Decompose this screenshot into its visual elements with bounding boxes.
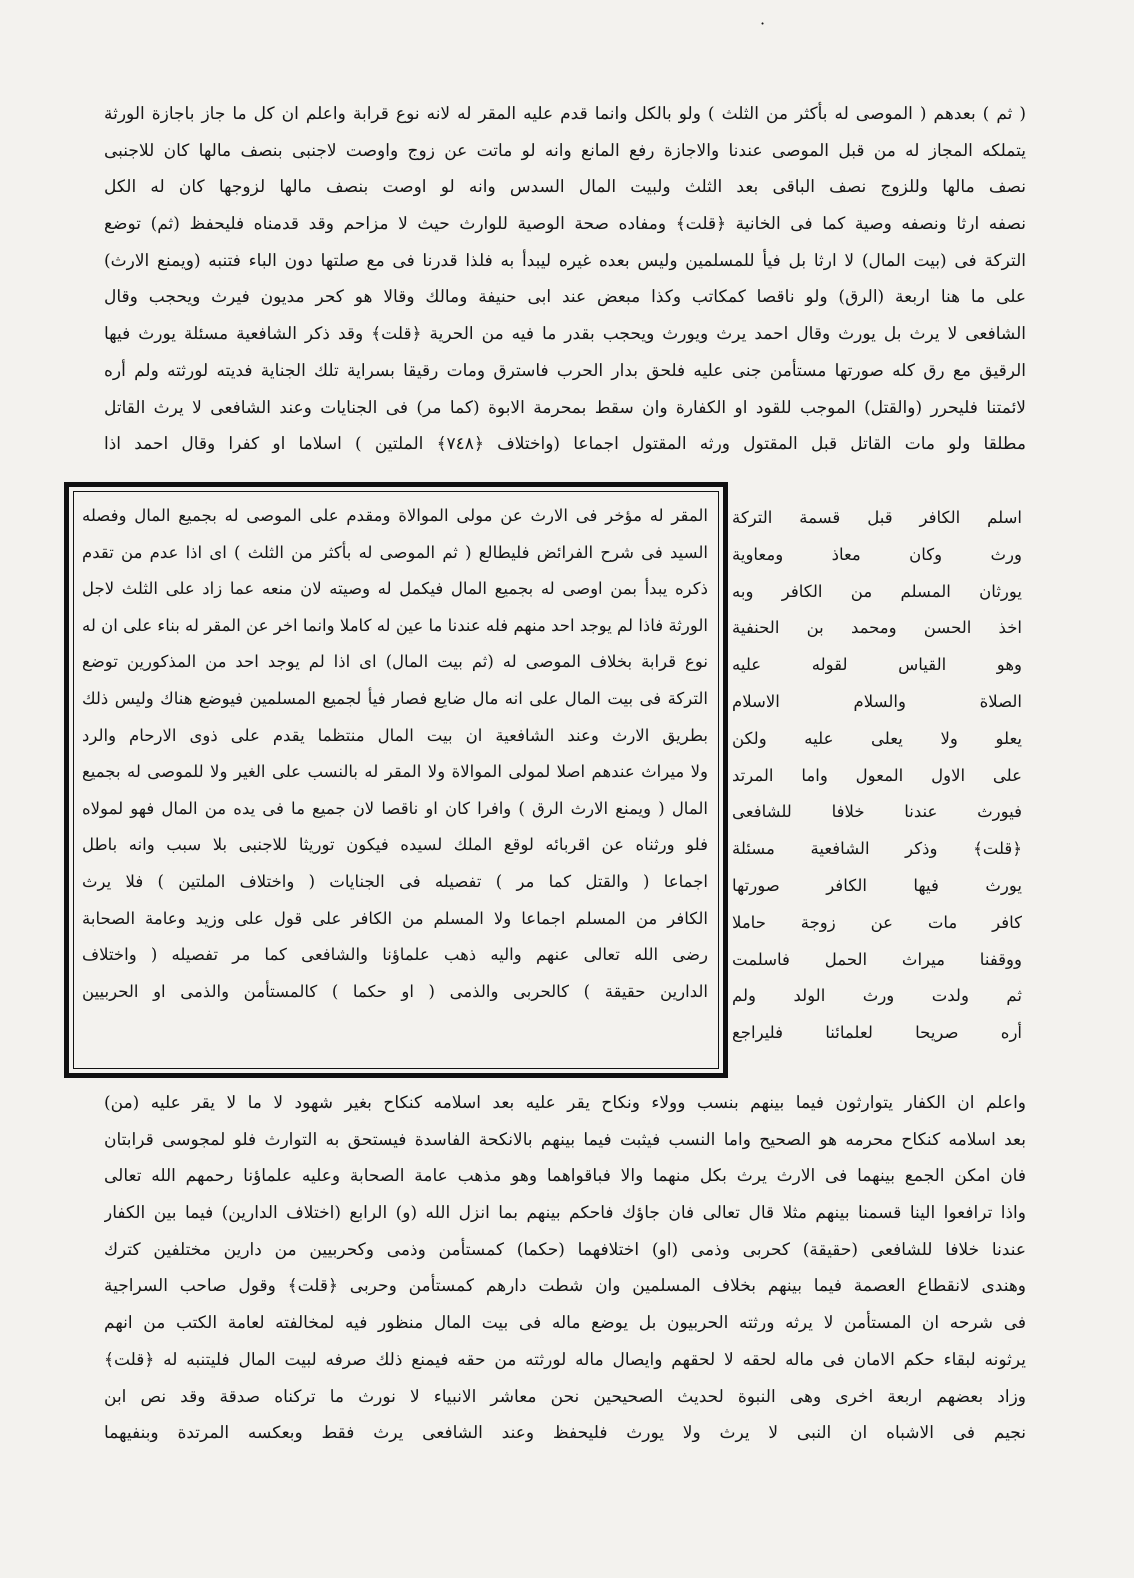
text-line: نصفه ارثا ونصفه وصية كما فى الخانية ﴿قلت﴾ ومفاده صحة الوصية للوارث حيث لا مزاحم وقد قدمناه فليحفظ (ثم) توضع: [104, 214, 1026, 235]
commentary-line: اجماعا ( والقتل كما مر ) تفصيله فى الجنايات ( واختلاف الملتين ) فلا يرث: [82, 871, 708, 891]
text-line: ثم ولدت ورث الولد ولم: [732, 986, 1022, 1006]
text-line: على ما هنا اربعة (الرق) ولو ناقصا كمكاتب وكذا مبعض عند ابى حنيفة ومالك وقالا هو كحر مديون فيرث ويحجب وقال: [104, 287, 1026, 308]
commentary-line: الورثة فاذا لم يوجد احد منهم فله عندنا ما عين له كاملا وانما اخر عن المقر له بناء على ان له: [82, 615, 708, 635]
text-line: يورثان المسلم من الكافر وبه: [732, 581, 1022, 601]
text-line: نجيم فى الاشباه ان النبى لا يرث ولا يورث فليحفظ وعند الشافعى يرث فقط وبعكسه المرتدة وبنفيهما: [104, 1423, 1026, 1444]
commentary-line: السيد فى شرح الفرائض فليطالع ( ثم الموصى له بأكثر من الثلث ) اى اذا عدم من تقدم: [82, 542, 708, 562]
text-line: يعلو ولا يعلى عليه ولكن: [732, 728, 1022, 748]
commentary-line: نوع قرابة بخلاف الموصى له (ثم بيت المال) اى اذا لم يوجد احد من المذكورين توضع: [82, 652, 708, 672]
text-line: فان امكن الجمع بينهما فى الارث يرث بكل منهما والا فباقواهما وهو مذهب عامة الصحابة وعليه علماؤنا رحمهم الله تعالى: [104, 1166, 1026, 1187]
text-line: ﴿قلت﴾ وذكر الشافعية مسئلة: [732, 839, 1022, 859]
text-line: مطلقا ولو مات القاتل قبل المقتول ورثه المقتول اجماعا (واختلاف ﴿٧٤٨﴾ الملتين ) اسلاما او كفرا وقال احمد اذا: [104, 434, 1026, 455]
text-line: وهو القياس لقوله عليه: [732, 655, 1022, 675]
text-line: بعد اسلامه كنكاح محرمه هو الصحيح واما النسب فيثبت فيما بينهم بالانكحة الفاسدة فيستحق به التوارث فلو لمجوسى قرابتان: [104, 1129, 1026, 1150]
commentary-text: [82, 498, 708, 1010]
text-line: ووقفنا ميراث الحمل فاسلمت: [732, 949, 1022, 969]
main-text-top: [104, 96, 1026, 463]
text-line: على الاول المعول واما المرتد: [732, 765, 1022, 785]
text-line: نصف مالها وللزوج نصف الباقى بعد الثلث ولبيت المال السدس وانه لو اوصت بنصف مالها لزوجها كان له الكل: [104, 177, 1026, 198]
commentary-line: ذكره يبدأ بمن اوصى له بجميع المال فيكمل له وصيته لان منعه عما زاد على الثلث لاجل: [82, 579, 708, 599]
text-line: فيورث عندنا خلافا للشافعى: [732, 802, 1022, 822]
text-line: وزاد بعضهم اربعة اخرى وهى النبوة لحديث الصحيحين نحن معاشر الانبياء لا نورث ما تركناه صدقة وقد نص ابن: [104, 1386, 1026, 1407]
text-line: أره صريحا لعلمائنا فليراجع: [732, 1023, 1022, 1043]
commentary-line: ولا ميراث عندهم اصلا لمولى الموالاة ولا المقر له بالنسب على الغير ولا للموصى له بجميع: [82, 762, 708, 782]
commentary-line: الدارين حقيقة ) كالحربى والذمى ( او حكما ) كالمستأمن والذمى او الحربيين: [82, 981, 708, 1001]
text-line: ( ثم ) بعدهم ( الموصى له بأكثر من الثلث ) ولو بالكل وانما قدم عليه المقر له لانه نوع قرابة واعلم ان كل ما جاز باجازة الورثة: [104, 104, 1026, 124]
text-line: ورث وكان معاذ ومعاوية: [732, 544, 1022, 564]
commentary-line: التركة فى بيت المال على انه مال ضايع فصار فيأ لجميع المسلمين فيوضع هناك وليس ذلك: [82, 688, 708, 708]
text-line: عندنا خلافا للشافعى (حقيقة) كحربى وذمى (او) اختلافهما (حكما) كمستأمن وذمى وكحربيين من دارين مختلفين كترك: [104, 1239, 1026, 1260]
commentary-line: المقر له مؤخر فى الارث عن مولى الموالاة ومقدم على الموصى له بجميع المال وفصله: [82, 506, 708, 525]
text-line: الرقيق مع رق كله صورتها مستأمن جنى عليه فلحق بدار الحرب فاسترق ومات رقيقا بسراية تلك الجناية فديته لورثته ولم أره: [104, 360, 1026, 381]
commentary-line: الكافر من المسلم اجماعا ولا المسلم من الكافر على قول على وزيد وعامة الصحابة: [82, 908, 708, 928]
text-line: يرثونه لبقاء حكم الامان فى ماله لحقه لا لحقهم وايصال ماله لورثته من حقه فيمنع ذلك صرفه لبيت المال فليتنبه له ﴿قلت﴾: [104, 1349, 1026, 1370]
text-line: واعلم ان الكفار يتوارثون فيما بينهم بنسب وولاء ونكاح يقر عليه بعد اسلامه كنكاح بغير شهود لا ما لا يقر عليه (من): [104, 1093, 1026, 1113]
commentary-line: رضى الله تعالى عنهم واليه ذهب علماؤنا والشافعى كما مر تفصيله ( واختلاف: [82, 945, 708, 965]
text-line: التركة فى (بيت المال) لا ارثا بل فيأ للمسلمين وليس بعده غيره ليبدأ به فلذا قدرنا فى مع صلتها دون الباء فتنبه (ويمنع الارث): [104, 250, 1026, 271]
main-text-bottom: [104, 1085, 1026, 1452]
text-line: واذا ترافعوا الينا قسمنا بينهم مثلا قال تعالى فان جاؤك فاحكم بينهم بما انزل الله (و) الرابع (اختلاف الدارين) فيما بين الكفار: [104, 1203, 1026, 1224]
text-line: وهندى لانقطاع العصمة فيما بينهم بخلاف المسلمين وان شطت دارهم كمستأمن وحربى ﴿قلت﴾ وقول صاحب السراجية: [104, 1276, 1026, 1297]
text-line: اخذ الحسن ومحمد بن الحنفية: [732, 618, 1022, 638]
text-line: كافر مات عن زوجة حاملا: [732, 912, 1022, 932]
page-mark: ·: [760, 14, 766, 33]
commentary-line: المال ( ويمنع الارث الرق ) وافرا كان او ناقصا لان جميع ما فى يده من المال فهو لمولاه: [82, 798, 708, 818]
text-line: الصلاة والسلام الاسلام: [732, 691, 1022, 711]
text-line: اسلم الكافر قبل قسمة التركة: [732, 508, 1022, 527]
commentary-line: فلو ورثناه عن اقربائه لوقع الملك لسيده فيكون توريثا للاجنبى بلا سبب وانه باطل: [82, 835, 708, 855]
text-line: لائمتنا فليحرر (والقتل) الموجب للقود او الكفارة وان سقط بمحرمة الابوة (كما مر) فى الجنايات وعند الشافعى لا يرث القاتل: [104, 397, 1026, 418]
main-text-side-column: [732, 500, 1022, 1052]
text-line: فى شرحه ان المستأمن لا يرثه ورثته الحربيون بل يوضع ماله فى بيت المال منظور فيه لمخالفته لعامة الكتب من انهم: [104, 1313, 1026, 1334]
text-line: الشافعى لا يرث بل يورث وقال احمد يرث ويورث ويحجب بقدر ما فيه من الحرية ﴿قلت﴾ وقد ذكر الشافعية مسئلة يورث فيها: [104, 324, 1026, 345]
text-line: يورث فيها الكافر صورتها: [732, 875, 1022, 895]
text-line: يتملكه المجاز له من قبل الموصى عندنا والاجازة رفع المانع وانه لو ماتت عن زوج واوصت لاجنبى بنصف مالها كان للاجنبى: [104, 140, 1026, 161]
commentary-line: بطريق الارث وعند الشافعية ان بيت المال منتظما يقدم على ذوى الارحام والرد: [82, 725, 708, 745]
